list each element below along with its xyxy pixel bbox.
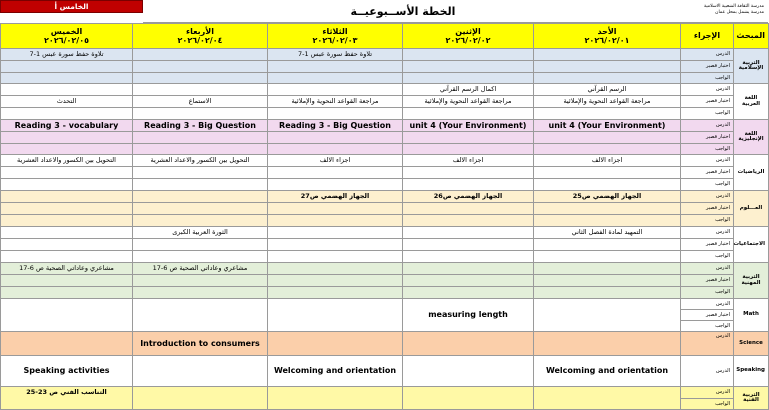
row-english-quiz bbox=[1, 132, 769, 144]
proc-homework: الواجب bbox=[681, 108, 734, 120]
proc-homework: الواجب bbox=[681, 144, 734, 155]
proc-homework: الواجب bbox=[681, 179, 734, 191]
school-line-1: مدرسة الثقافة الشعبية الاسلامية bbox=[704, 4, 764, 9]
subject-speaking: Speaking bbox=[734, 356, 769, 387]
cell: Speaking activities bbox=[1, 356, 133, 387]
weekly-plan-table bbox=[0, 23, 769, 410]
row-vocational-lesson bbox=[1, 263, 769, 275]
subject-arabic: اللغة العربية bbox=[734, 84, 769, 120]
cell bbox=[268, 84, 403, 96]
cell: الثورة العربية الكبرى bbox=[133, 227, 268, 239]
cell: تلاوة حفظ سورة عبس 1-7 bbox=[268, 49, 403, 61]
proc-lesson: الدرس bbox=[681, 49, 734, 61]
cell: Reading 3 - vocabulary bbox=[1, 120, 133, 132]
row-islamic-hw bbox=[1, 73, 769, 84]
day-name: الأربعاء bbox=[186, 26, 214, 36]
cell: التحويل بين الكسور والاعداد العشرية bbox=[133, 155, 268, 167]
cell bbox=[268, 263, 403, 275]
cell bbox=[1, 191, 133, 203]
cell bbox=[1, 84, 133, 96]
cell: measuring length bbox=[403, 299, 534, 332]
day-name: الأحد bbox=[597, 26, 617, 36]
subject-social: الاجتماعيات bbox=[734, 227, 769, 263]
subject-islamic: التربية الإسلامية bbox=[734, 49, 769, 84]
proc-lesson: الدرس bbox=[681, 84, 734, 96]
cell: اجزاء الالف bbox=[534, 155, 681, 167]
cell: التحدث bbox=[1, 96, 133, 108]
row-islamic-lesson bbox=[1, 49, 769, 61]
row-science-en bbox=[1, 332, 769, 356]
row-english-lesson bbox=[1, 120, 769, 132]
cell: اجزاء الالف bbox=[268, 155, 403, 167]
subject-english: اللغة الإنجليزية bbox=[734, 120, 769, 155]
cell: Reading 3 - Big Question bbox=[268, 120, 403, 132]
proc-quiz: اختبار قصير bbox=[681, 275, 734, 287]
row-social-quiz bbox=[1, 239, 769, 251]
row-social-hw bbox=[1, 251, 769, 263]
subject-math: Math bbox=[734, 299, 769, 332]
proc-homework: الواجب bbox=[681, 251, 734, 263]
cell bbox=[403, 356, 534, 387]
col-subject: المبحث bbox=[734, 24, 769, 49]
cell: الجهاز الهضمي ص25 bbox=[534, 191, 681, 203]
proc-lesson: الدرس bbox=[681, 227, 734, 239]
cell bbox=[403, 49, 534, 61]
row-arabic-quiz bbox=[1, 96, 769, 108]
cell: اكمال الرسم القرآني bbox=[403, 84, 534, 96]
row-vocational-quiz bbox=[1, 275, 769, 287]
header-row bbox=[1, 24, 769, 49]
cell: التمهيد لمادة الفصل الثاني bbox=[534, 227, 681, 239]
day-date: ٢٠٢٦/٠٢/٠٤ bbox=[177, 36, 223, 45]
cell: الجهاز الهضمي ص26 bbox=[403, 191, 534, 203]
row-islamic-quiz bbox=[1, 61, 769, 73]
cell: Introduction to consumers bbox=[133, 332, 268, 356]
cell bbox=[133, 191, 268, 203]
cell: مشاعري وعاداتي الصحية ص 6-17 bbox=[1, 263, 133, 275]
cell: Welcoming and orientation bbox=[268, 356, 403, 387]
proc-homework: الواجب bbox=[681, 73, 734, 84]
proc-homework: الواجب bbox=[681, 215, 734, 227]
proc-quiz: اختبار قصير bbox=[681, 96, 734, 108]
row-math-quiz bbox=[1, 167, 769, 179]
col-monday bbox=[403, 24, 534, 49]
row-arabic-hw bbox=[1, 108, 769, 120]
proc-lesson: الدرس bbox=[681, 299, 734, 310]
cell bbox=[1, 227, 133, 239]
cell: مراجعة القواعد النحوية والإملائية bbox=[534, 96, 681, 108]
proc-lesson: الدرس bbox=[681, 387, 734, 399]
day-name: الخميس bbox=[50, 26, 83, 36]
cell: unit 4 (Your Environment) bbox=[534, 120, 681, 132]
row-art-lesson bbox=[1, 387, 769, 399]
school-name bbox=[663, 0, 768, 23]
proc-lesson: الدرس bbox=[681, 120, 734, 132]
proc-homework: الواجب bbox=[681, 287, 734, 299]
cell bbox=[403, 387, 534, 410]
cell bbox=[534, 387, 681, 410]
proc-quiz: اختبار قصير bbox=[681, 61, 734, 73]
proc-homework: الواجب bbox=[681, 399, 734, 410]
class-badge-area bbox=[0, 0, 143, 23]
day-date: ٢٠٢٦/٠٢/٠١ bbox=[584, 36, 630, 45]
cell bbox=[403, 227, 534, 239]
day-date: ٢٠٢٦/٠٢/٠٣ bbox=[312, 36, 358, 45]
proc-quiz: اختبار قصير bbox=[681, 239, 734, 251]
cell bbox=[133, 49, 268, 61]
row-science-lesson bbox=[1, 191, 769, 203]
col-sunday bbox=[534, 24, 681, 49]
cell: Reading 3 - Big Question bbox=[133, 120, 268, 132]
cell: تلاوة حفظ سورة عبس 1-7 bbox=[1, 49, 133, 61]
cell bbox=[133, 387, 268, 410]
cell bbox=[268, 299, 403, 332]
proc-lesson: الدرس bbox=[681, 155, 734, 167]
col-tuesday bbox=[268, 24, 403, 49]
row-science-quiz bbox=[1, 203, 769, 215]
cell bbox=[534, 332, 681, 356]
row-math-en-lesson bbox=[1, 299, 769, 310]
row-english-hw bbox=[1, 144, 769, 155]
proc-quiz: اختبار قصير bbox=[681, 203, 734, 215]
cell: unit 4 (Your Environment) bbox=[403, 120, 534, 132]
row-speaking bbox=[1, 356, 769, 387]
cell: الجهاز الهضمي ص27 bbox=[268, 191, 403, 203]
day-date: ٢٠٢٦/٠٢/٠٥ bbox=[44, 36, 89, 45]
cell bbox=[268, 387, 403, 410]
cell: التحويل بين الكسور والاعداد العشرية bbox=[1, 155, 133, 167]
col-wednesday bbox=[133, 24, 268, 49]
subject-art: التربية الفنية bbox=[734, 387, 769, 410]
day-name: الثلاثاء bbox=[322, 26, 348, 36]
cell: الرسم القرآني bbox=[534, 84, 681, 96]
cell bbox=[1, 299, 133, 332]
proc-lesson: الدرس bbox=[681, 332, 734, 356]
row-science-hw bbox=[1, 215, 769, 227]
school-line-2: مدرسة يشمل بمحل عمان bbox=[715, 9, 764, 15]
proc-homework: الواجب bbox=[681, 321, 734, 332]
cell bbox=[534, 263, 681, 275]
cell bbox=[403, 332, 534, 356]
cell bbox=[534, 299, 681, 332]
cell: اجزاء الالف bbox=[403, 155, 534, 167]
cell bbox=[534, 49, 681, 61]
row-vocational-hw bbox=[1, 287, 769, 299]
cell: مراجعة القواعد النحوية والإملائية bbox=[403, 96, 534, 108]
cell bbox=[403, 263, 534, 275]
proc-lesson: الدرس bbox=[681, 263, 734, 275]
proc-quiz: اختبار قصير bbox=[681, 310, 734, 321]
subject-science: Science bbox=[734, 332, 769, 356]
row-social-lesson bbox=[1, 227, 769, 239]
class-badge: الخامس أ bbox=[0, 0, 143, 13]
day-date: ٢٠٢٦/٠٢/٠٢ bbox=[445, 36, 491, 45]
cell bbox=[133, 356, 268, 387]
cell: التناسب الفني ص 23-25 bbox=[1, 387, 133, 410]
proc-quiz: اختبار قصير bbox=[681, 132, 734, 144]
day-name: الإثنين bbox=[455, 26, 481, 36]
cell bbox=[1, 332, 133, 356]
proc-lesson: الدرس bbox=[681, 191, 734, 203]
proc-lesson: الدرس bbox=[681, 356, 734, 387]
col-procedure: الإجراء bbox=[681, 24, 734, 49]
cell: مشاعري وعاداتي الصحية ص 6-17 bbox=[133, 263, 268, 275]
cell bbox=[133, 299, 268, 332]
subject-vocational: التربية المهنية bbox=[734, 263, 769, 299]
row-math-lesson bbox=[1, 155, 769, 167]
proc-quiz: اختبار قصير bbox=[681, 167, 734, 179]
page-title: الخطة الأســبوعيــة bbox=[143, 0, 663, 23]
cell: مراجعة القواعد النحوية والإملائية bbox=[268, 96, 403, 108]
row-arabic-lesson bbox=[1, 84, 769, 96]
cell bbox=[268, 332, 403, 356]
col-thursday bbox=[1, 24, 133, 49]
cell bbox=[268, 227, 403, 239]
row-math-hw bbox=[1, 179, 769, 191]
cell bbox=[133, 84, 268, 96]
subject-math-ar: الرياضيات bbox=[734, 155, 769, 191]
cell: الاستماع bbox=[133, 96, 268, 108]
cell: Welcoming and orientation bbox=[534, 356, 681, 387]
subject-science-ar: العـــلوم bbox=[734, 191, 769, 227]
